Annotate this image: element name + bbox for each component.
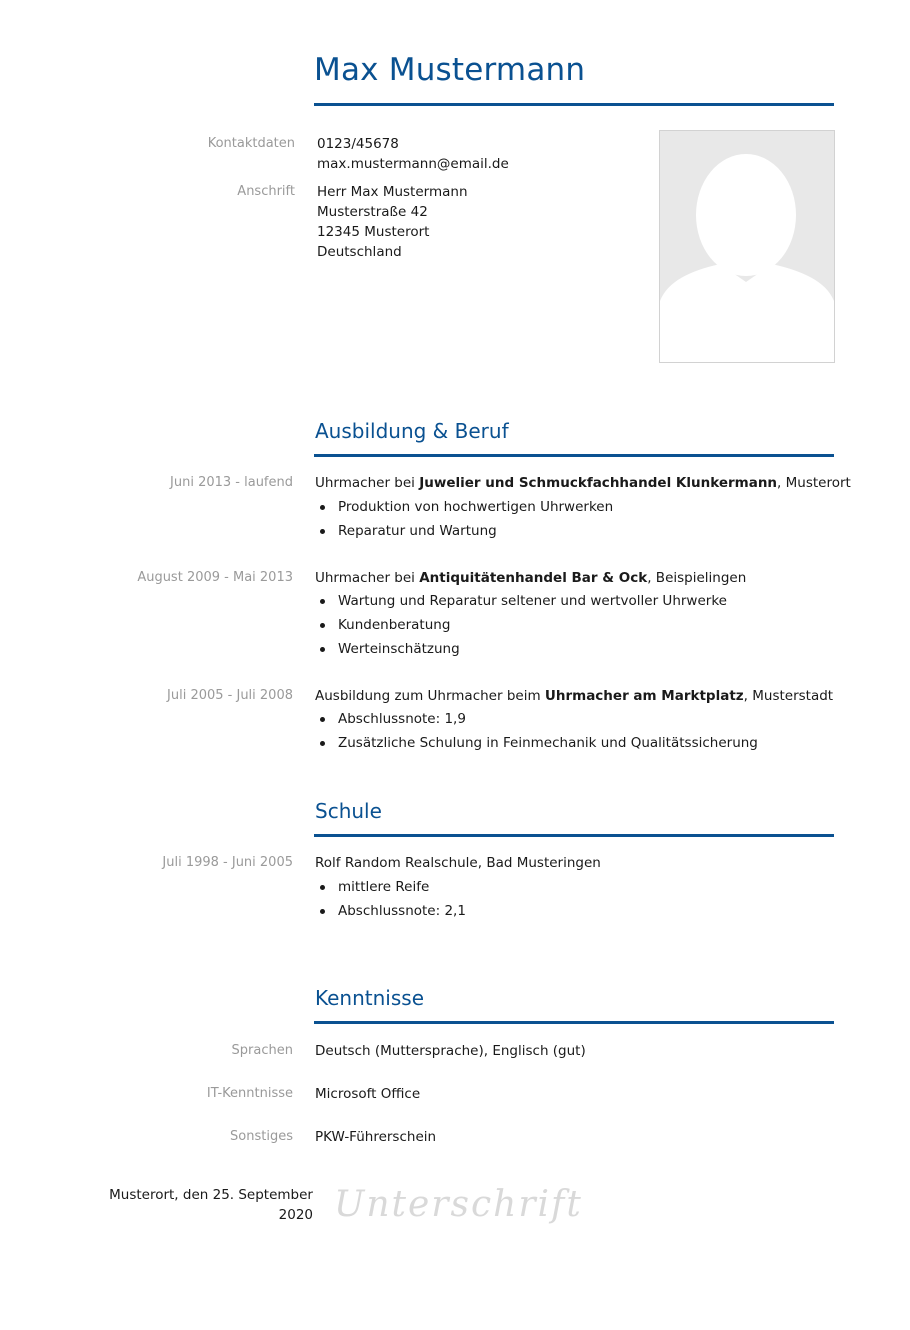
contact-email: max.mustermann@email.de — [317, 156, 509, 172]
contact-label: Kontaktdaten — [207, 136, 295, 151]
section-title-school: Schule — [315, 799, 382, 823]
list-item: Kundenberatung — [315, 613, 727, 637]
list-item: Reparatur und Wartung — [315, 519, 613, 543]
entry-date: Juni 2013 - laufend — [170, 475, 293, 490]
list-item: Produktion von hochwertigen Uhrwerken — [315, 495, 613, 519]
contact-phone: 0123/45678 — [317, 136, 399, 152]
entry-bullets — [315, 589, 727, 661]
person-silhouette-icon — [660, 131, 834, 362]
entry-heading: Uhrmacher bei Juwelier und Schmuckfachhandel Klunkermann, Musterort — [315, 475, 851, 491]
skill-value: PKW-Führerschein — [315, 1129, 437, 1145]
skill-value: Microsoft Office — [315, 1086, 421, 1102]
address-line: Deutschland — [317, 244, 402, 260]
place-date — [109, 1185, 313, 1225]
profile-photo — [659, 130, 835, 363]
list-item: Werteinschätzung — [315, 637, 727, 661]
section-rule — [314, 1021, 834, 1024]
list-item: Abschlussnote: 1,9 — [315, 707, 758, 731]
skill-label: IT-Kenntnisse — [206, 1086, 293, 1101]
cv-name: Max Mustermann — [314, 52, 586, 88]
list-item: Abschlussnote: 2,1 — [315, 899, 466, 923]
entry-date: Juli 2005 - Juli 2008 — [167, 688, 293, 703]
list-item: mittlere Reife — [315, 875, 466, 899]
address-line: Herr Max Mustermann — [317, 184, 468, 200]
address-line: 12345 Musterort — [317, 224, 430, 240]
header-rule — [314, 103, 834, 106]
entry-date: Juli 1998 - Juni 2005 — [162, 855, 293, 870]
section-title-skills: Kenntnisse — [315, 986, 424, 1010]
entry-bullets — [315, 875, 466, 923]
section-rule — [314, 454, 834, 457]
entry-date: August 2009 - Mai 2013 — [137, 570, 293, 585]
skill-label: Sonstiges — [230, 1129, 293, 1144]
entry-heading: Rolf Random Realschule, Bad Musteringen — [315, 855, 601, 871]
entry-bullets — [315, 707, 758, 755]
signature: Unterschrift — [334, 1184, 583, 1225]
address-line: Musterstraße 42 — [317, 204, 428, 220]
list-item: Zusätzliche Schulung in Feinmechanik und Qualitätssicherung — [315, 731, 758, 755]
address-label: Anschrift — [237, 184, 295, 199]
entry-heading: Uhrmacher bei Antiquitätenhandel Bar & Ock, Beispielingen — [315, 570, 747, 586]
entry-bullets — [315, 495, 613, 543]
place-date-line: 2020 — [278, 1207, 313, 1223]
entry-heading: Ausbildung zum Uhrmacher beim Uhrmacher am Marktplatz, Musterstadt — [315, 688, 834, 704]
list-item: Wartung und Reparatur seltener und wertvoller Uhrwerke — [315, 589, 727, 613]
skill-label: Sprachen — [231, 1043, 293, 1058]
skill-value: Deutsch (Muttersprache), Englisch (gut) — [315, 1043, 586, 1059]
section-rule — [314, 834, 834, 837]
section-title-education-career: Ausbildung & Beruf — [315, 419, 509, 443]
place-date-line: Musterort, den 25. September — [109, 1187, 313, 1203]
